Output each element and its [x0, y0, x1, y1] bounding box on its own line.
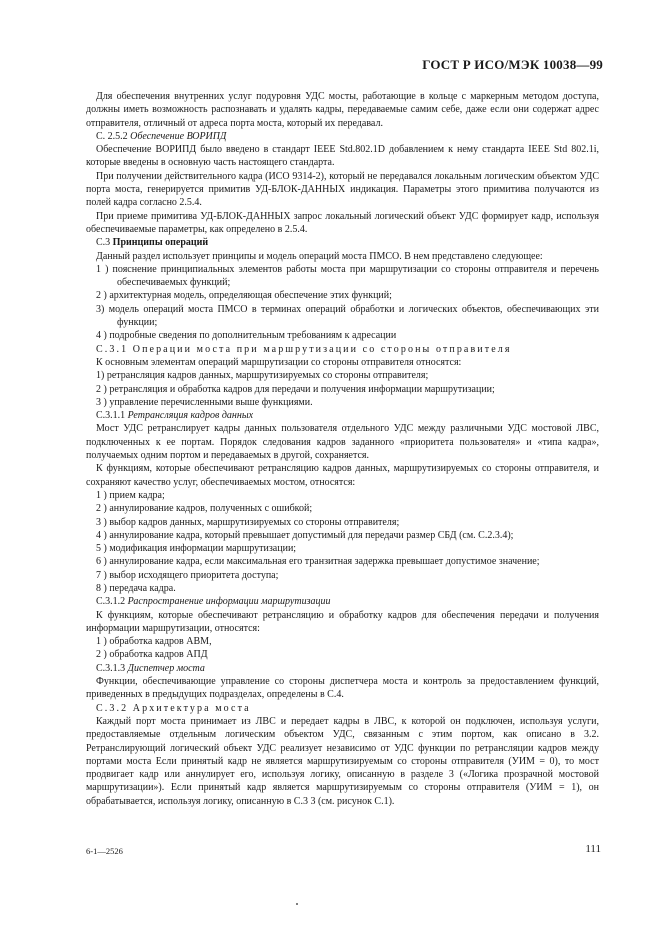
- list-item: 4 ) аннулирование кадра, который превышает допустимый для передачи размер СБД (см. С.2.3.4);: [96, 529, 514, 541]
- paragraph: Мост УДС ретранслирует кадры данных пользователя отдельного УДС между различными УДС мостовой ЛВС, подключенных к ее портам. Порядок следования кадров заданного «приоритета пользователя» и «типа кадра», получаемых одним портом и передаваемых в другой, сохраняется.: [86, 423, 599, 462]
- section-number: С.3.1.2: [96, 596, 126, 608]
- section-title: Принципы операций: [112, 237, 209, 249]
- list-item: 5 ) модификация информации маршрутизации;: [96, 543, 297, 555]
- list-item: 3) модель операций моста ПМСО в терминах операций обработки и логических объектов, обеспечивающих эти функции;: [96, 303, 599, 329]
- subsection-heading-c312: [86, 595, 599, 608]
- page-number: 111: [585, 843, 601, 855]
- section-title: Ретрансляция кадров данных: [127, 410, 254, 422]
- section-heading-c3: [86, 236, 599, 249]
- section-number: С.3.1.1: [96, 410, 126, 422]
- page-body: [86, 90, 599, 808]
- paragraph: Данный раздел использует принципы и модель операций моста ПМСО. В нем представлено следующее:: [96, 250, 543, 262]
- paragraph: При получении действительного кадра (ИСО 9314-2), который не передавался локальным логическим объектом УДС порта моста, генерируется примитив УД-БЛОК-ДАННЫХ индикация. Параметры этого примитива получаются из полей кадра согласно 2.5.4.: [86, 170, 599, 209]
- paragraph: К функциям, которые обеспечивают ретрансляцию и обработку кадров для обеспечения передачи и получения информации маршрутизации, относятся:: [86, 609, 599, 634]
- section-title: Распространение информации маршрутизации: [127, 596, 331, 608]
- section-number: С.3.1.3: [96, 662, 126, 674]
- subsection-heading-c31: С.3.1 Операции моста при маршрутизации со стороны отправителя: [96, 343, 512, 355]
- list-item: 7 ) выбор исходящего приоритета доступа;: [96, 569, 279, 581]
- list-item: 2 ) аннулирование кадров, полученных с ошибкой;: [96, 503, 313, 515]
- list-item: 4 ) подробные сведения по дополнительным требованиям к адресации: [96, 330, 397, 342]
- list-item: 2 ) архитектурная модель, определяющая обеспечение этих функций;: [96, 290, 392, 302]
- section-title: Диспетчер моста: [127, 662, 205, 674]
- section-title: Обеспечение ВОРИПД: [130, 130, 227, 142]
- list-item: 1) ретрансляция кадров данных, маршрутизируемых со стороны отправителя;: [96, 370, 429, 382]
- list-item: 6 ) аннулирование кадра, если максимальная его транзитная задержка превышает допустимое значение;: [96, 556, 540, 568]
- paragraph: Каждый порт моста принимает из ЛВС и передает кадры в ЛВС, к которой он подключен, используя услуги, предоставляемые отдельным логическим объектом УДС, связанным с этим портом, как описано в 3.2. Ретранслирующий логический объект УДС реализует независимо от УДС функции по ретрансляции кадров между портами моста Если принятый кадр не является маршрутизируемым со стороны отправителя (УИМ = 0), то мост продвигает кадр или аннулирует его, используя логику, описанную в разделе 3 («Логика прозрачной мостовой маршрутизации»). Если принятый кадр является маршрутизируемым со стороны отправителя (УИМ = 1), он обрабатывается, используя логику, описанную в С.3 3 (см. рисунок С.1).: [86, 715, 599, 807]
- paragraph: Функции, обеспечивающие управление со стороны диспетчера моста и контроль за предоставлением функций, приведенных в предыдущих подразделах, определены в С.4.: [86, 676, 599, 701]
- paragraph: Обеспечение ВОРИПД было введено в стандарт IEEE Std.802.1D добавлением к нему стандарта IEEE Std 802.1i, которые введены в основную часть настоящего стандарта.: [86, 144, 599, 169]
- paragraph: К основным элементам операций маршрутизации со стороны отправителя относятся:: [96, 356, 462, 368]
- subsection-heading-c252: [86, 130, 599, 143]
- list-item: 2 ) ретрансляция и обработка кадров для передачи и получения информации маршрутизации;: [96, 383, 495, 395]
- list-item: 8 ) передача кадра.: [96, 582, 176, 594]
- paragraph: При приеме примитива УД-БЛОК-ДАННЫХ запрос локальный логический объект УДС формирует кадр, используя обеспечиваемые параметры, как определено в 2.5.4.: [86, 210, 599, 235]
- section-number: С.3: [96, 237, 111, 249]
- section-number: С. 2.5.2: [96, 130, 128, 142]
- list-item: 1 ) пояснение принципиальных элементов работы моста при маршрутизации со стороны отправителя и перечень обеспечиваемых функций;: [96, 263, 599, 289]
- paragraph: К функциям, которые обеспечивают ретрансляцию кадров данных, маршрутизируемых со стороны отправителя, и сохраняют качество услуг, обеспечиваемых мостом, относятся:: [86, 463, 599, 488]
- scan-speck: [296, 903, 298, 905]
- list-item: 3 ) выбор кадров данных, маршрутизируемых со стороны отправителя;: [96, 516, 400, 528]
- subsection-heading-c311: [86, 409, 599, 422]
- paragraph: Для обеспечения внутренних услуг подуровня УДС мосты, работающие в кольце с маркерным методом доступа, должны иметь возможность распознавать и удалять кадры, передаваемые самим себе, даже если они содержат адрес отправителя, отличный от адреса порта моста, который их передавал.: [86, 91, 599, 129]
- subsection-heading-c313: [86, 662, 599, 675]
- list-item: 1 ) обработка кадров АВМ,: [96, 636, 212, 648]
- list-item: 1 ) прием кадра;: [96, 489, 165, 501]
- list-item: 3 ) управление перечисленными выше функциями.: [96, 396, 313, 408]
- page-header-title: ГОСТ Р ИСО/МЭК 10038—99: [422, 57, 603, 72]
- list-item: 2 ) обработка кадров АПД: [96, 649, 208, 661]
- subsection-heading-c32: С.3.2 Архитектура моста: [96, 702, 251, 714]
- footer-print-code: 6-1—2526: [86, 846, 123, 856]
